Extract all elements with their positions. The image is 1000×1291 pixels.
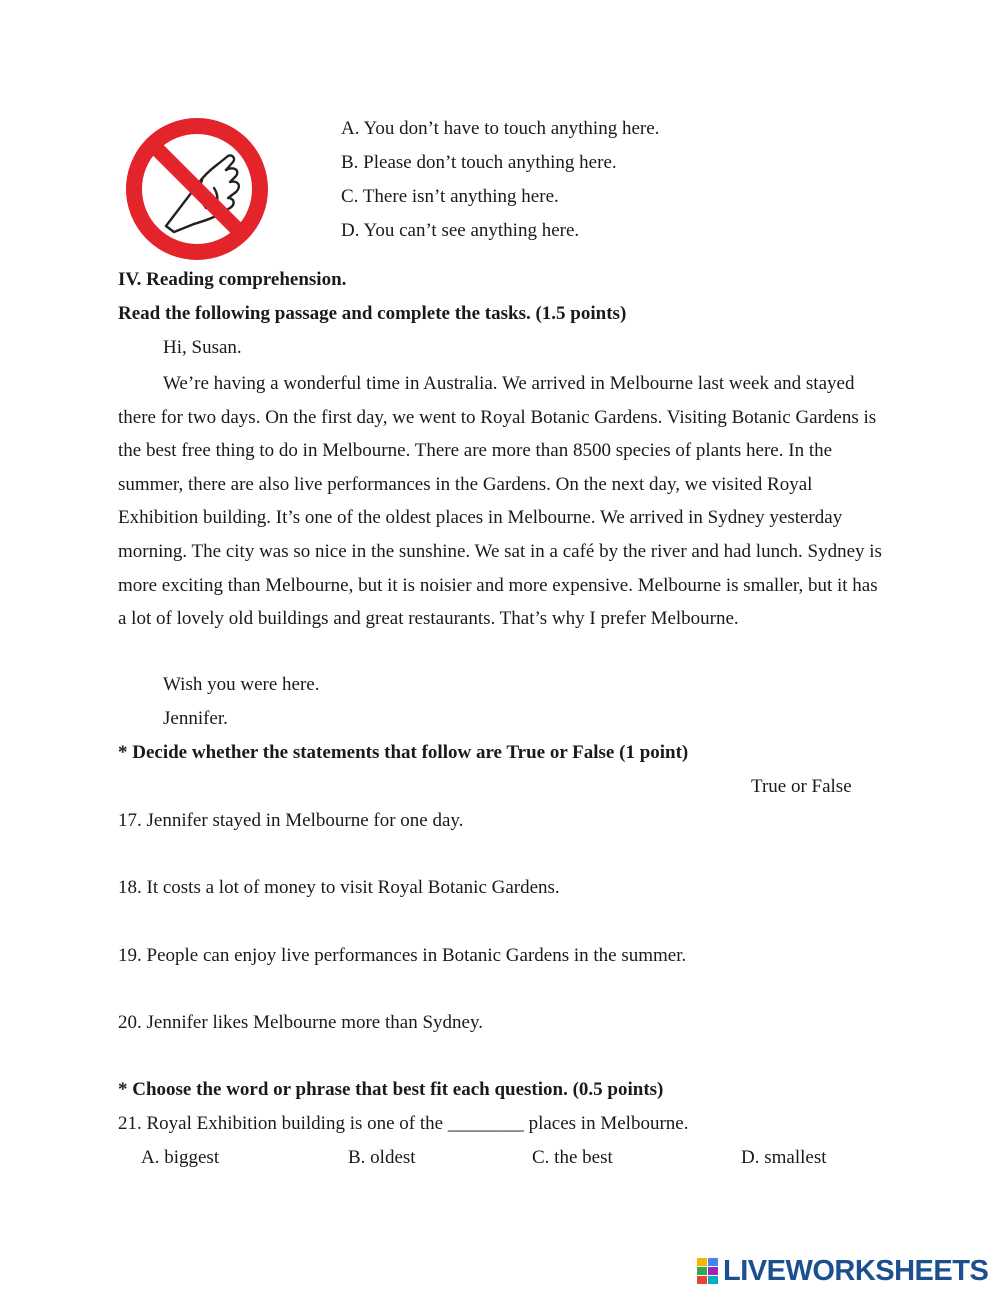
- letter-greeting: Hi, Susan.: [163, 337, 242, 358]
- choice-option-a: A. biggest: [141, 1147, 220, 1168]
- liveworksheets-logo: [697, 1254, 988, 1288]
- logo-text: LIVEWORKSHEETS: [723, 1254, 989, 1287]
- statement-20: 20. Jennifer likes Melbourne more than Sydney.: [118, 1012, 483, 1033]
- liveworksheets-blocks-icon: [697, 1258, 719, 1284]
- true-false-column-header: True or False: [751, 776, 852, 797]
- statement-19: 19. People can enjoy live performances in Botanic Gardens in the summer.: [118, 945, 687, 966]
- statement-18: 18. It costs a lot of money to visit Royal Botanic Gardens.: [118, 877, 560, 898]
- section-title: IV. Reading comprehension.: [118, 269, 347, 290]
- letter-closing: Wish you were here.: [163, 674, 320, 695]
- choice-option-c: C. the best: [532, 1147, 613, 1168]
- image-option-b: B. Please don’t touch anything here.: [341, 152, 617, 173]
- true-false-instruction: * Decide whether the statements that follow are True or False (1 point): [118, 742, 689, 763]
- section-instruction: Read the following passage and complete the tasks. (1.5 points): [118, 303, 627, 324]
- letter-signature: Jennifer.: [163, 708, 228, 729]
- image-option-a: A. You don’t have to touch anything here.: [341, 118, 660, 139]
- image-option-c: C. There isn’t anything here.: [341, 186, 559, 207]
- image-option-d: D. You can’t see anything here.: [341, 220, 580, 241]
- statement-17: 17. Jennifer stayed in Melbourne for one day.: [118, 810, 464, 831]
- choice-instruction: * Choose the word or phrase that best fit each question. (0.5 points): [118, 1079, 664, 1100]
- letter-body: We’re having a wonderful time in Australia. We arrived in Melbourne last week and stayed there for two days. On the first day, we went to Royal Botanic Gardens. Visiting Botanic Gardens is the best free thing to do in Melbourne. There are more than 8500 species of plants here. In the summer, there are also live performances in the Gardens. On the next day, we visited Royal Exhibition building. It’s one of the oldest places in Melbourne. We arrived in Sydney yesterday morning. The city was so nice in the sunshine. We sat in a café by the river and had lunch. Sydney is more exciting than Melbourne, but it is noisier and more expensive. Melbourne is smaller, but it has a lot of lovely old buildings and great restaurants. That’s why I prefer Melbourne.: [118, 373, 882, 630]
- no-touch-sign-icon: [122, 114, 272, 264]
- choice-option-b: B. oldest: [348, 1147, 416, 1168]
- choice-option-d: D. smallest: [741, 1147, 827, 1168]
- question-21: 21. Royal Exhibition building is one of the ________ places in Melbourne.: [118, 1113, 689, 1134]
